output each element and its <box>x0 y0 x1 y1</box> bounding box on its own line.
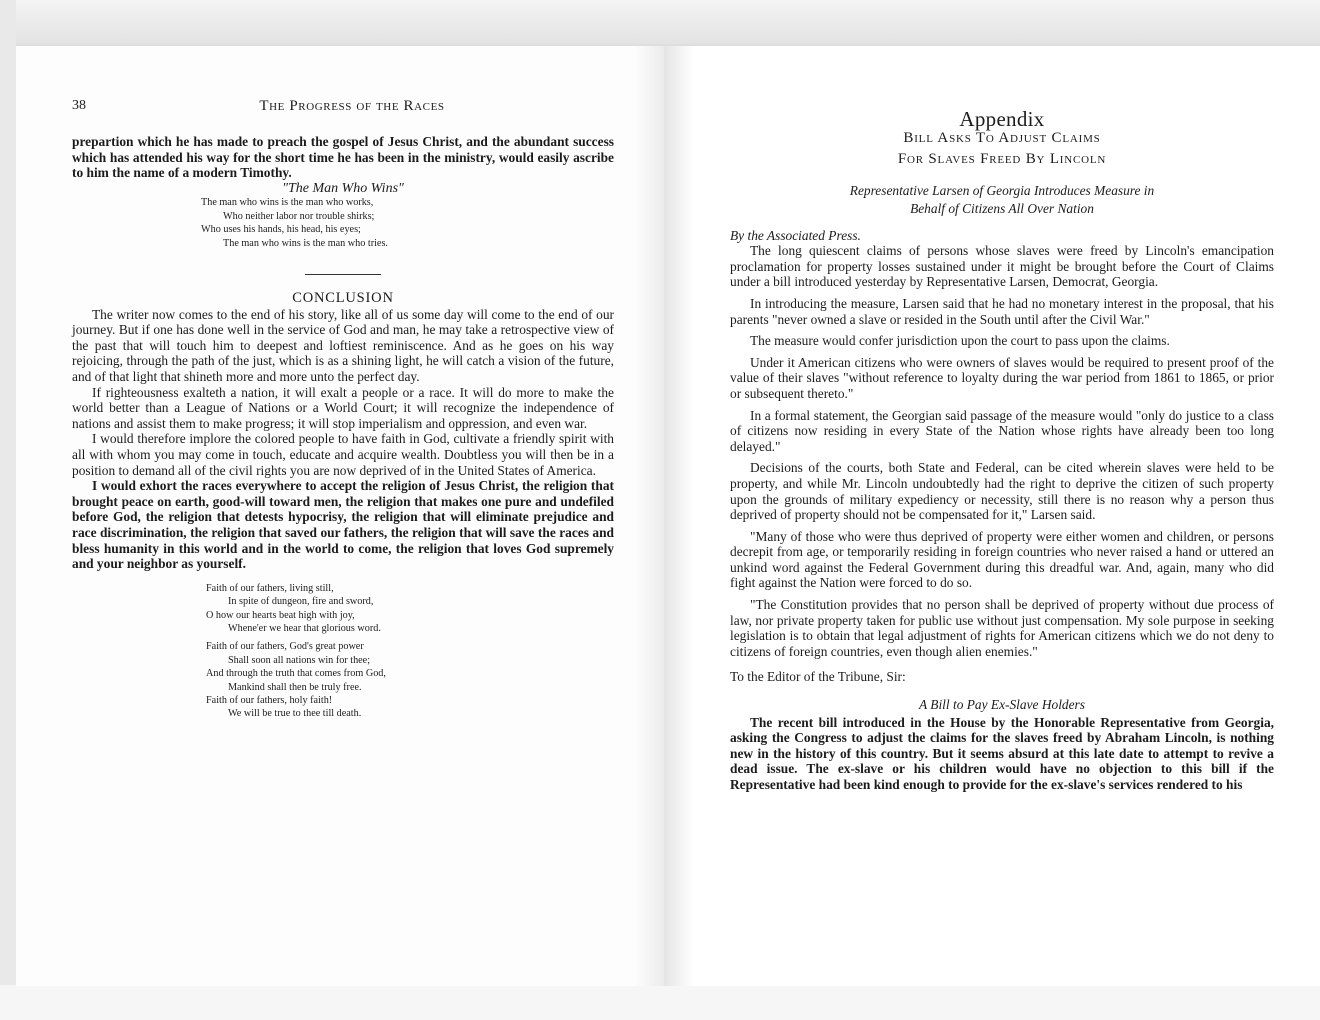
scan-background-top <box>0 0 1320 44</box>
paragraph: Under it American citizens who were owners of slaves would be required to present proof of the value of their slaves "without reference to loyalty during the war period from 1861 to 1865, or prior or subsequent thereto." <box>730 354 1274 401</box>
press-credit: By the Associated Press. <box>730 227 861 243</box>
headline-line: For Slaves Freed By Lincoln <box>897 150 1107 167</box>
article-deck <box>730 182 1274 218</box>
letter-heading: A Bill to Pay Ex-Slave Holders <box>919 697 1085 713</box>
hymn-line: Faith of our fathers, holy faith! <box>206 694 333 706</box>
page-number: 38 <box>72 98 86 113</box>
hymn-line: Whene'er we hear that glorious word. <box>228 622 381 634</box>
deck-line: Behalf of Citizens All Over Nation <box>910 200 1094 216</box>
paragraph: The long quiescent claims of persons whose slaves were freed by Lincoln's emancipation proclamation for property losses sustained under it might be brought before the Court of Claims under a bill introduced yesterday by Representative Larsen, Democrat, Georgia. <box>730 243 1274 290</box>
paragraph: I would exhort the races everywhere to accept the religion of Jesus Christ, the religion that brought peace on earth, good-will toward men, the religion that makes one pure and undefiled before God, the religion that detests hypocrisy, the religion that will eliminate prejudice and race discrimination, the religion that saved our fathers, the religion that will save the races and bless humanity in this world and in the world to come, the religion that loves God supremely and your neighbor as yourself. <box>72 478 614 572</box>
paragraph: If righteousness exalteth a nation, it will exalt a people or a race. It will do more to make the world better than a League of Nations or a World Court; it will recognize the independence of nations and assist them to make progress; it will stop imperialism and oppression, and even war. <box>72 384 614 431</box>
poem-line: Who neither labor nor trouble shirks; <box>223 210 375 222</box>
hymn-line: In spite of dungeon, fire and sword, <box>228 596 374 608</box>
running-head <box>72 98 632 118</box>
deck-line: Representative Larsen of Georgia Introduces Measure in <box>849 182 1155 198</box>
paragraph: In introducing the measure, Larsen said that he had no monetary interest in the proposal, that his parents "never owned a slave or resided in the South until after the Civil War." <box>730 295 1274 327</box>
paragraph: Decisions of the courts, both State and Federal, can be cited wherein slaves were held to be property, and while Mr. Lincoln undoubtedly had the right to deprive the citizen of such property upon the grounds of military expediency or necessity, still there is no reason why a person thus deprived of property should not be compensated for it," Larsen said. <box>730 460 1274 523</box>
hymn-line: We will be true to thee till death. <box>228 708 362 720</box>
scan-background-left <box>0 0 16 1020</box>
gutter-shadow <box>634 46 664 986</box>
poem-line: The man who wins is the man who works, <box>201 197 374 209</box>
letter-salutation: To the Editor of the Tribune, Sir: <box>730 669 906 685</box>
paragraph: In a formal statement, the Georgian said passage of the measure would "only do justice to a class of citizens now residing in every State of the Nation whose rights have already been too long delayed." <box>730 407 1274 454</box>
left-text-column <box>72 134 614 721</box>
letter-paragraph: The recent bill introduced in the House by the Honorable Representative from Georgia, asking the Congress to adjust the claims for the slaves freed by Abraham Lincoln, is nothing new in the history of this country. But it seems absurd at this late date to attempt to revive a dead issue. The ex-slave or his children would have no objection to this bill if the Representative had been kind enough to provide for the ex-slave's services rendered to his <box>730 714 1274 792</box>
poem-line: The man who wins is the man who tries. <box>223 237 388 249</box>
continuation-paragraph: prepartion which he has made to preach the gospel of Jesus Christ, and the abundant success which has attended his way for the short time he has been in the ministry, would easily ascribe to him the name of a modern Timothy. <box>72 134 614 181</box>
hymn-line: Faith of our fathers, God's great power <box>206 641 364 653</box>
section-divider <box>305 274 381 275</box>
scan-background-bottom <box>0 985 1320 1020</box>
poem <box>201 196 614 250</box>
hymn-line: Faith of our fathers, living still, <box>206 582 334 594</box>
hymn-line: Mankind shall then be truly free. <box>228 681 362 693</box>
right-page <box>664 46 1320 986</box>
hymn-stanza <box>206 640 614 720</box>
gutter-shadow <box>664 46 694 986</box>
hymn-stanza <box>206 582 614 636</box>
paragraph: "The Constitution provides that no person shall be deprived of property without due process of law, nor private property taken for public use without just compensation. My sole purpose in seeking legislation is to obtain that legal adjustment of rights for American citizens which we do not deny to citizens of foreign countries, even though alien enemies." <box>730 597 1274 659</box>
poem-title: "The Man Who Wins" <box>282 180 404 196</box>
hymn-line: And through the truth that comes from God, <box>206 668 386 680</box>
paragraph: The writer now comes to the end of his story, like all of us some day will come to the end of our journey. But if one has done well in the service of God and man, he may take a retrospective view of the past that will touch him to deepest and loftiest reminiscence. And as he goes on his way rejoicing, through the path of the just, which is as a shining light, he will catch a vision of the future, and of that light that shineth more and more unto the perfect day. <box>72 306 614 384</box>
poem-line: Who uses his hands, his head, his eyes; <box>201 224 361 236</box>
paragraph: "Many of those who were thus deprived of property were either women and children, or persons decrepit from age, or temporarily residing in foreign countries who never raised a hand or uttered an unkind word against the Federal Government during this dreadful war. And, again, many who did fight against the Nation were forced to do so. <box>730 528 1274 591</box>
paragraph: I would therefore implore the colored people to have faith in God, cultivate a friendly spirit with all with whom you may come in touch, educate and acquire wealth. Doubtless you will then be in a position to demand all of the civil rights you are now deprived of in the United States of America. <box>72 431 614 478</box>
right-text-column <box>730 107 1274 793</box>
article-headline <box>730 128 1274 170</box>
headline-line: Bill Asks To Adjust Claims <box>903 129 1101 146</box>
left-page <box>16 46 664 986</box>
section-heading: CONCLUSION <box>292 290 394 306</box>
paragraph: The measure would confer jurisdiction upon the court to pass upon the claims. <box>750 333 1170 349</box>
appendix-title: Appendix <box>959 107 1045 131</box>
hymn-line: Shall soon all nations win for thee; <box>228 654 371 666</box>
running-title: The Progress of the Races <box>259 98 445 114</box>
hymn-line: O how our hearts beat high with joy, <box>206 609 355 621</box>
